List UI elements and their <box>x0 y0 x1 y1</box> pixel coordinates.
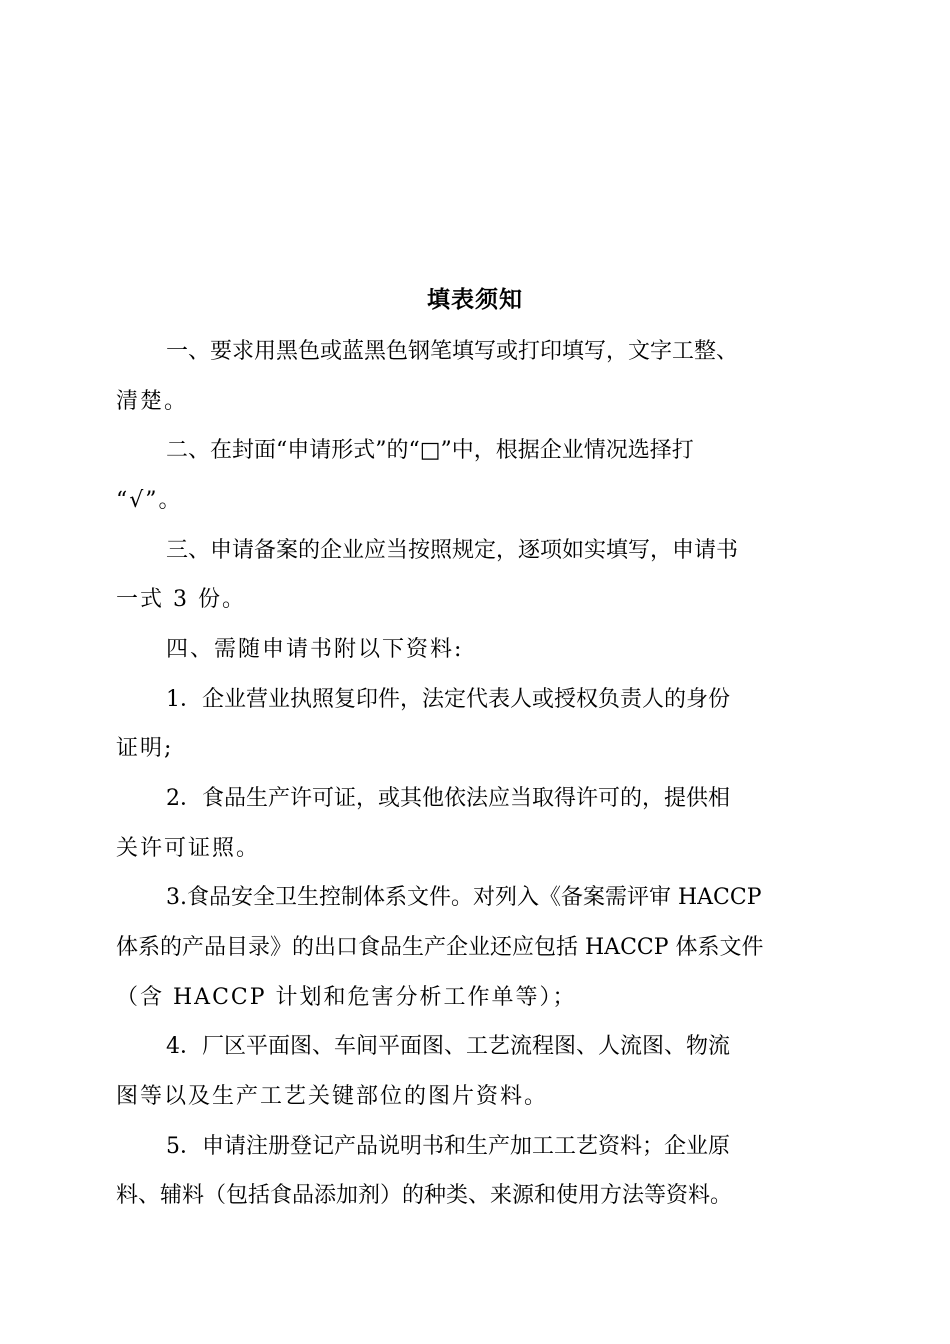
text-line: 清楚。 <box>116 389 189 414</box>
text-line: 一式 3 份。 <box>116 587 246 612</box>
text-line: 料、辅料（包括食品添加剂）的种类、来源和使用方法等资料。 <box>116 1183 733 1208</box>
text-line: 2．食品生产许可证，或其他依法应当取得许可的，提供相 <box>166 786 730 811</box>
text-line: 二、在封面“申请形式”的“□”中，根据企业情况选择打 <box>166 438 694 463</box>
text-line: 4．厂区平面图、车间平面图、工艺流程图、人流图、物流 <box>166 1034 730 1059</box>
text-line: 证明; <box>116 736 174 761</box>
text-line: （含 HACCP 计划和危害分析工作单等）； <box>116 985 577 1010</box>
page-title: 填表须知 <box>427 287 523 313</box>
text-line: 5．申请注册登记产品说明书和生产加工工艺资料；企业原 <box>166 1134 730 1159</box>
text-line: 3.食品安全卫生控制体系文件。对列入《备案需评审 HACCP <box>166 885 762 910</box>
text-line: “√”。 <box>116 488 183 513</box>
text-line: 体系的产品目录》的出口食品生产企业还应包括 HACCP 体系文件 <box>116 935 764 960</box>
text-line: 关许可证照。 <box>116 836 261 861</box>
text-line: 三、申请备案的企业应当按照规定，逐项如实填写，申请书 <box>166 538 739 563</box>
text-line: 四、需随申请书附以下资料: <box>166 637 464 662</box>
text-line: 1．企业营业执照复印件，法定代表人或授权负责人的身份 <box>166 687 730 712</box>
text-line: 图等以及生产工艺关键部位的图片资料。 <box>116 1084 549 1109</box>
text-line: 一、要求用黑色或蓝黑色钢笔填写或打印填写，文字工整、 <box>166 339 739 364</box>
